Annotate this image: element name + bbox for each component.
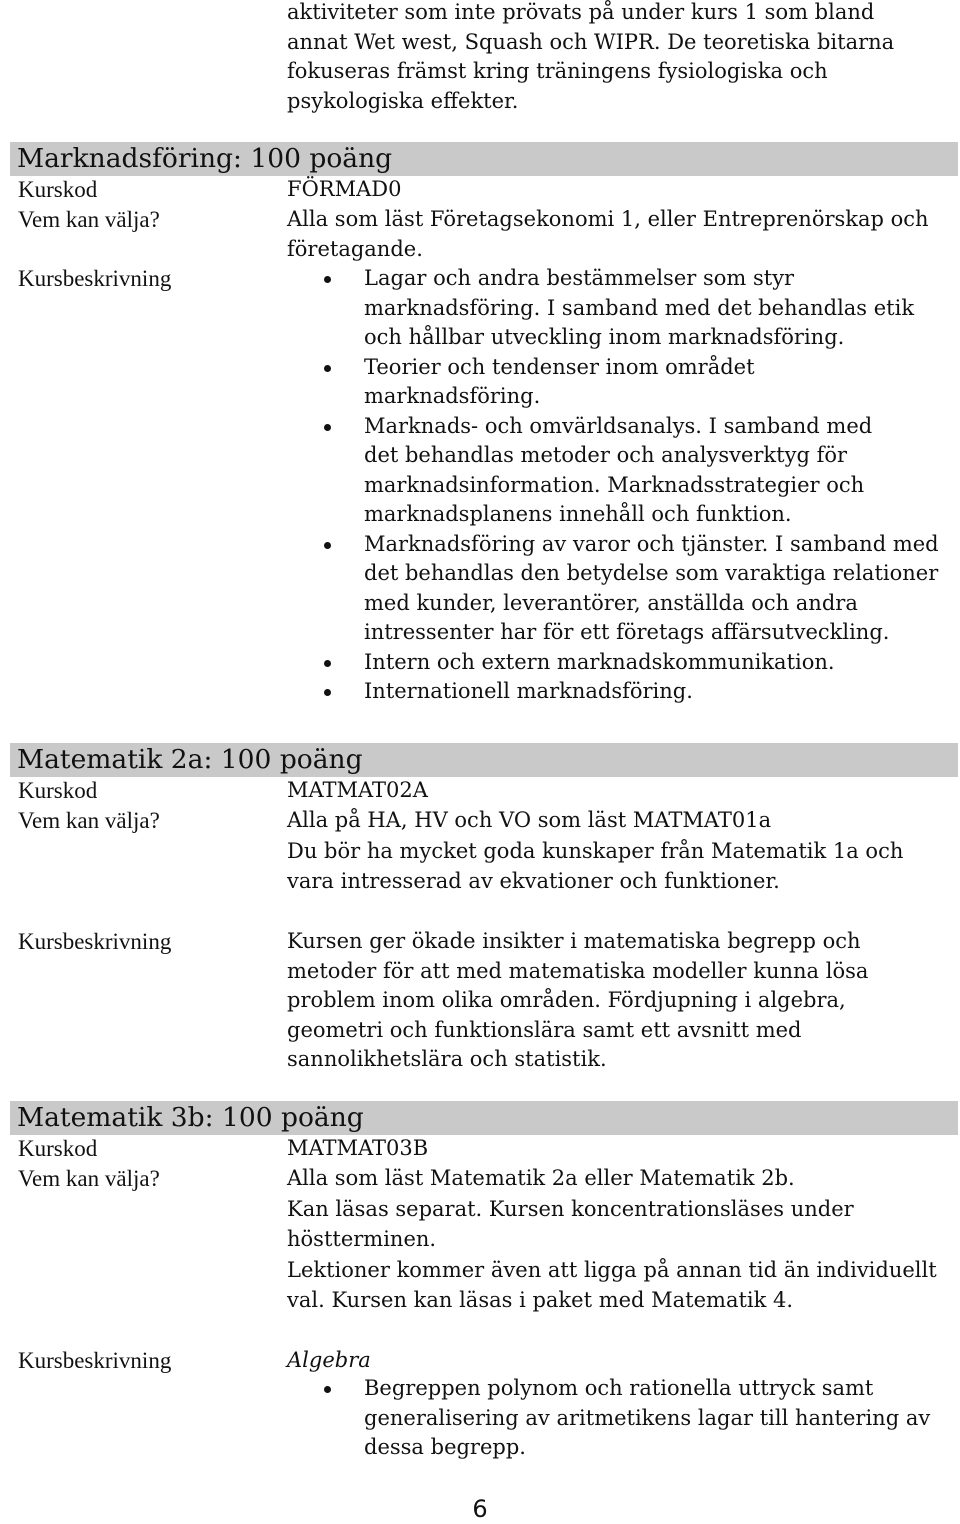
bullet-icon (324, 542, 331, 549)
course-code: MATMAT02A (287, 778, 428, 802)
list-item: Begreppen polynom och rationella uttryck samt generalisering av aritmetikens lagar till hantering av dessa begrepp. (364, 1374, 944, 1463)
course-code: FÖRMAD0 (287, 177, 402, 201)
course-eligibility: Alla på HA, HV och VO som läst MATMAT01a (287, 808, 772, 832)
label-kursbeskrivning: Kursbeskrivning (18, 929, 172, 954)
label-kurskod: Kurskod (18, 1136, 98, 1161)
label-kursbeskrivning: Kursbeskrivning (18, 1348, 172, 1373)
bullet-icon (324, 660, 331, 667)
bullet-icon (324, 1386, 331, 1393)
list-item: Internationell marknadsföring. (364, 677, 956, 707)
course-heading-marknadsforing: Marknadsföring: 100 poäng (10, 142, 958, 176)
list-item: Marknadsföring av varor och tjänster. I samband med det behandlas den betydelse som varaktiga relationer med kunder, leverantörer, anställda och andra intressenter har för ett företags affärsutveckling. (364, 530, 956, 648)
bullet-icon (324, 689, 331, 696)
label-kurskod: Kurskod (18, 778, 98, 803)
course-subheading-algebra: Algebra (287, 1348, 371, 1372)
bullet-icon (324, 276, 331, 283)
intro-paragraph: aktiviteter som inte prövats på under kurs 1 som bland annat Wet west, Squash och WIPR. De teoretiska bitarna fokuseras främst kring träningens fysiologiska och psykologiska effekter. (287, 0, 895, 113)
course-heading-matematik-3b: Matematik 3b: 100 poäng (10, 1101, 958, 1135)
page-number: 6 (472, 1495, 488, 1523)
list-item: Teorier och tendenser inom området marknadsföring. (364, 353, 784, 412)
course-heading-matematik-2a: Matematik 2a: 100 poäng (10, 743, 958, 777)
bullet-icon (324, 365, 331, 372)
course-description-list (364, 1374, 956, 1463)
course-note-lessons: Lektioner kommer även att ligga på annan tid än individuellt val. Kursen kan läsas i paket med Matematik 4. (287, 1258, 937, 1312)
list-item: Lagar och andra bestämmelser som styr marknadsföring. I samband med det behandlas etik och hållbar utveckling inom marknadsföring. (364, 264, 934, 353)
label-vem-kan-valja: Vem kan välja? (18, 1166, 160, 1191)
course-code: MATMAT03B (287, 1136, 429, 1160)
list-item: Intern och extern marknadskommunikation. (364, 648, 956, 678)
course-note-separate: Kan läsas separat. Kursen koncentrationsläses under höstterminen. (287, 1197, 854, 1251)
bullet-icon (324, 424, 331, 431)
label-vem-kan-valja: Vem kan välja? (18, 808, 160, 833)
course-eligibility: Alla som läst Företagsekonomi 1, eller Entreprenörskap och företagande. (287, 207, 929, 261)
course-description-list (364, 264, 956, 707)
course-eligibility: Alla som läst Matematik 2a eller Matematik 2b. (287, 1166, 795, 1190)
course-eligibility-note: Du bör ha mycket goda kunskaper från Matematik 1a och vara intresserad av ekvationer och funktioner. (287, 839, 904, 893)
label-vem-kan-valja: Vem kan välja? (18, 207, 160, 232)
label-kurskod: Kurskod (18, 177, 98, 202)
list-item: Marknads- och omvärldsanalys. I samband med det behandlas metoder och analysverktyg för marknadsinformation. Marknadsstrategier och marknadsplanens innehåll och funktion. (364, 412, 899, 530)
course-description: Kursen ger ökade insikter i matematiska begrepp och metoder för att med matematiska modeller kunna lösa problem inom olika områden. Fördjupning i algebra, geometri och funktionslära samt ett avsnitt med sannolikhetslära och statistik. (287, 929, 869, 1071)
label-kursbeskrivning: Kursbeskrivning (18, 266, 172, 291)
